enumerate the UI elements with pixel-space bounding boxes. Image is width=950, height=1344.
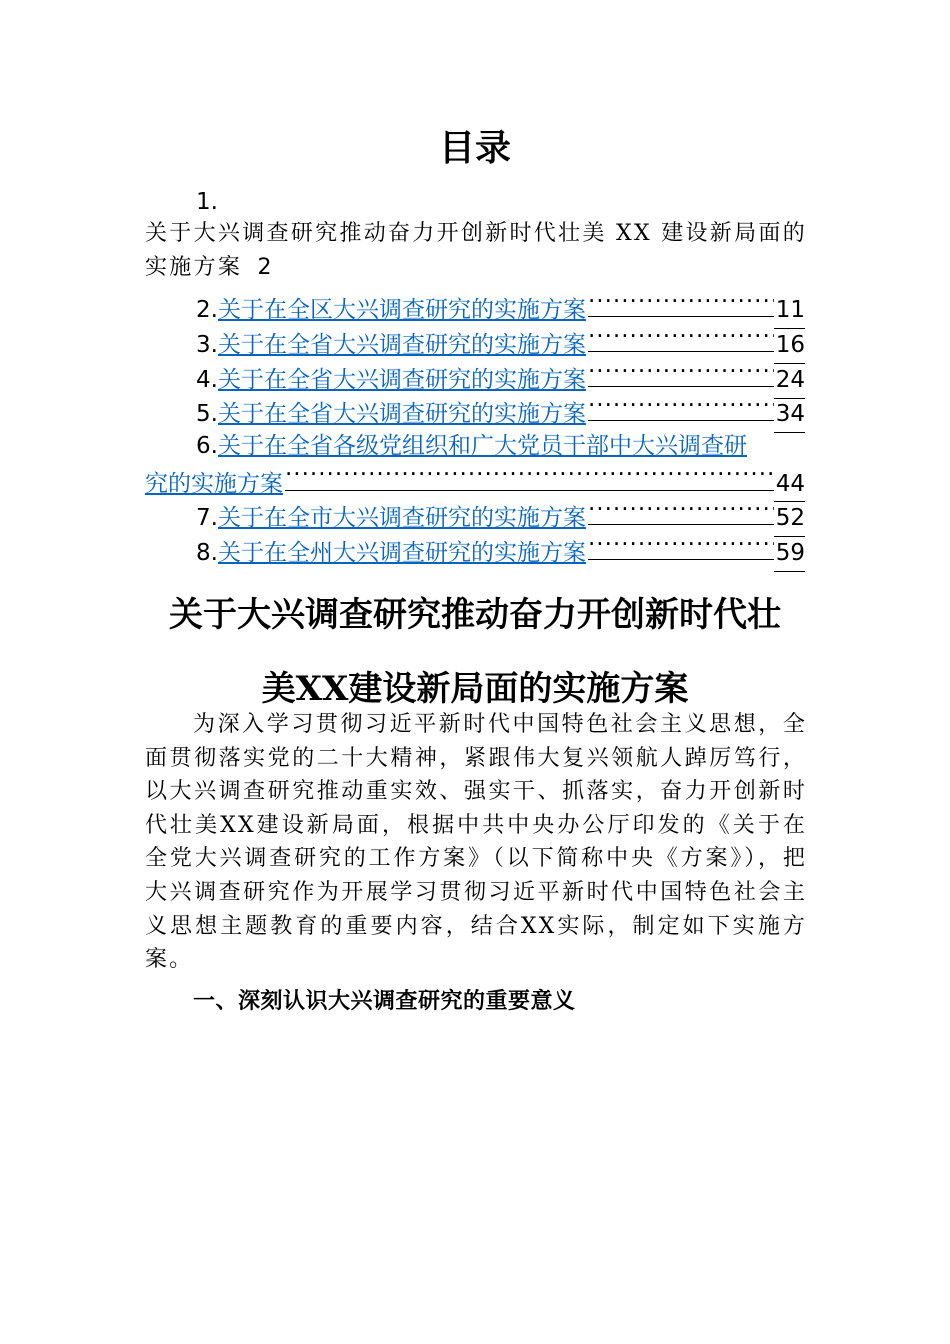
document-title [145, 578, 805, 726]
toc-entry-link[interactable]: 关于在全市大兴调查研究的实施方案 [217, 505, 586, 531]
toc-leader-dots [588, 360, 774, 387]
toc-entry-link[interactable]: 关于在全省大兴调查研究的实施方案 [217, 367, 586, 393]
toc-entry-page: 34 [774, 397, 805, 433]
toc-entry-5 [145, 394, 805, 433]
toc-entry-7 [145, 498, 805, 537]
toc-entry-link[interactable]: 关于在全省各级党组织和广大党员干部中大兴调查研 [217, 433, 747, 459]
toc-entry-6 [145, 429, 805, 502]
toc-entry-number: 7. [196, 505, 218, 531]
toc-leader-dots [588, 533, 774, 560]
body-paragraph: 为深入学习贯彻习近平新时代中国特色社会主义思想，全面贯彻落实党的二十大精神，紧跟伟大复兴领航人踔厉笃行，以大兴调查研究推动重实效、强实干、抓落实，奋力开创新时代壮美XX建设新局面，根据中共中央办公厅印发的《关于在全党大兴调查研究的工作方案》（以下简称中央《方案》），把大兴调查研究作为开展学习贯彻习近平新时代中国特色社会主义思想主题教育的重要内容，结合XX实际，制定如下实施方案。 [145, 712, 807, 973]
toc-entry-number: 8. [196, 540, 218, 566]
toc-entry-3 [145, 325, 805, 364]
toc-entry-page: 44 [774, 467, 805, 503]
toc-entry-page: 59 [774, 536, 805, 572]
toc-entry-8 [145, 533, 805, 572]
toc-leader-dots [588, 290, 774, 317]
toc-entry-page: 52 [774, 501, 805, 537]
toc-entry-page: 11 [774, 293, 805, 329]
toc-entry-number: 1. [196, 189, 218, 215]
toc-leader-dots [588, 498, 774, 525]
toc-title: 目录 [438, 127, 511, 169]
toc-entry-number: 5. [196, 401, 218, 427]
toc-entry-text: 关于大兴调查研究推动奋力开创新时代壮美 XX 建设新局面的实施方案 [145, 221, 808, 280]
toc-entry-4 [145, 360, 805, 399]
toc-entry-page: 16 [774, 328, 805, 364]
section-heading: 一、深刻认识大兴调查研究的重要意义 [193, 989, 576, 1014]
toc-entry-number: 3. [196, 332, 218, 358]
toc-entry-link-continued[interactable]: 究的实施方案 [145, 470, 283, 497]
toc-entry-1 [145, 187, 810, 285]
toc-entry-link[interactable]: 关于在全省大兴调查研究的实施方案 [217, 332, 586, 358]
toc-entry-page: 2 [257, 255, 272, 280]
document-title-line-2: 美XX建设新局面的实施方案 [261, 669, 689, 709]
toc-entry-link[interactable]: 关于在全省大兴调查研究的实施方案 [217, 401, 586, 427]
toc-entry-2 [145, 290, 805, 329]
toc-entry-number: 4. [196, 367, 218, 393]
document-title-line-1: 关于大兴调查研究推动奋力开创新时代壮 [169, 595, 781, 635]
toc-entry-link[interactable]: 关于在全区大兴调查研究的实施方案 [217, 297, 586, 323]
toc-entry-number: 2. [196, 297, 218, 323]
toc-entry-link[interactable]: 关于在全州大兴调查研究的实施方案 [217, 540, 586, 566]
toc-entry-page: 24 [774, 363, 805, 399]
toc-leader-dots [588, 394, 774, 421]
toc-entry-number: 6. [196, 433, 218, 459]
toc-leader-dots [588, 325, 774, 352]
toc-leader-dots [285, 464, 774, 491]
